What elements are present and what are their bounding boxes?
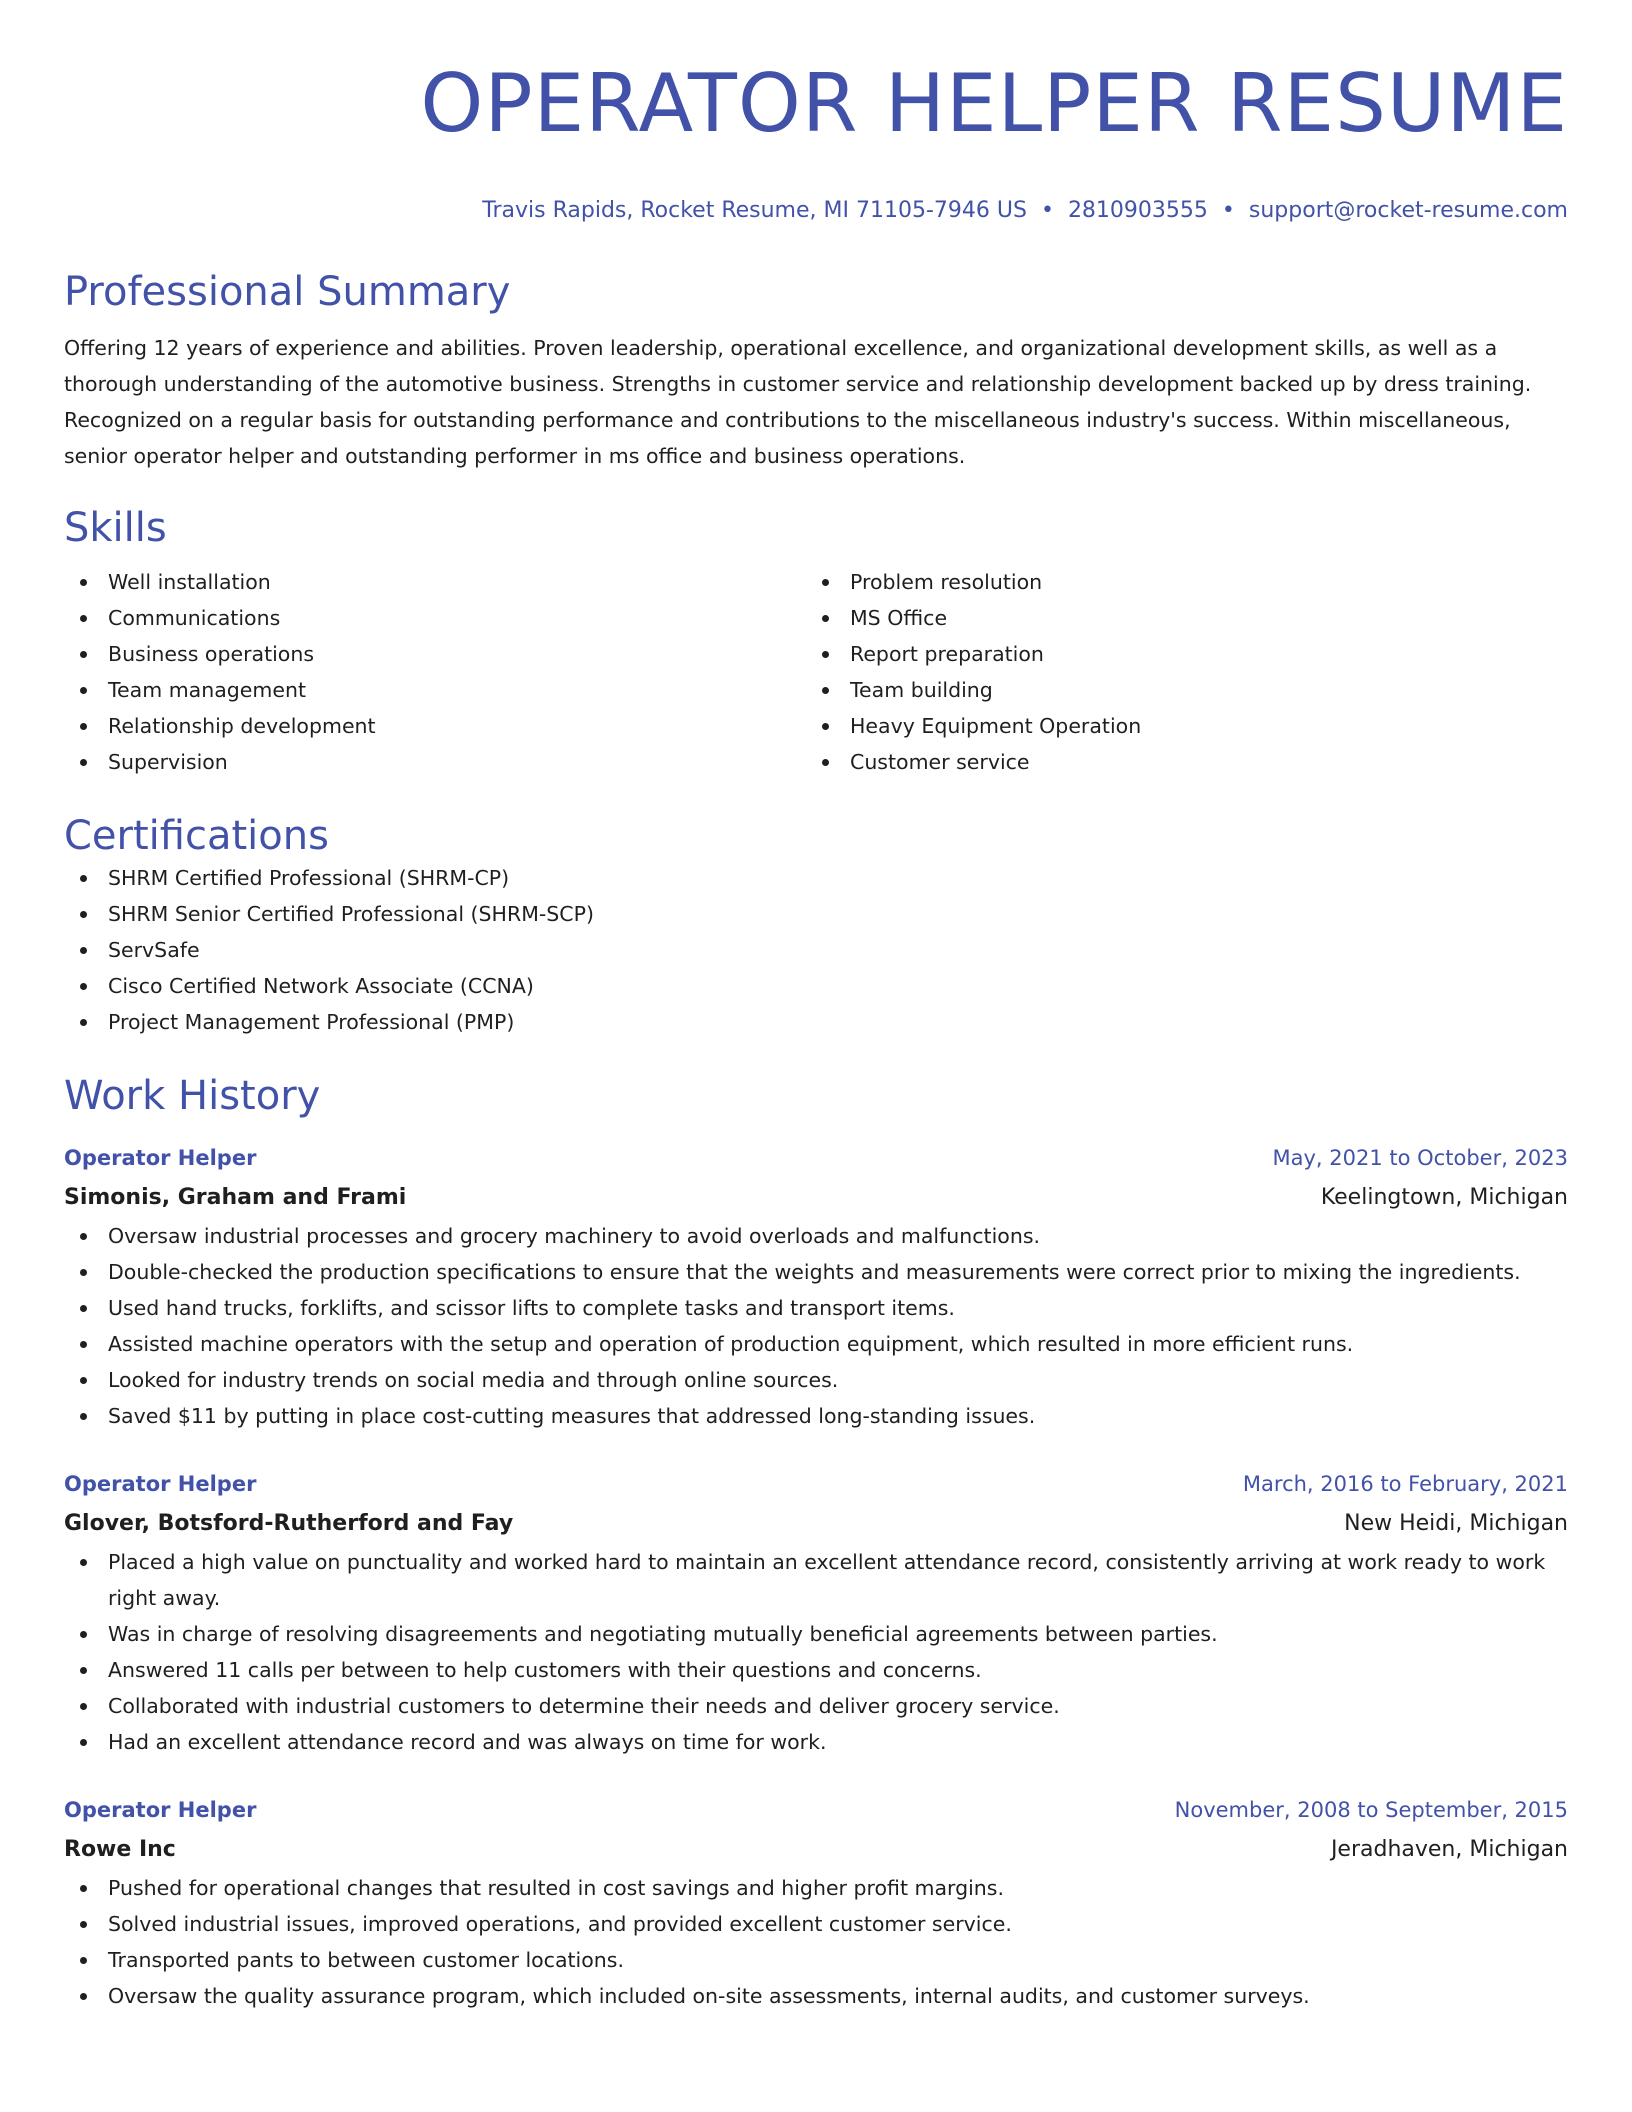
job-bullet: Collaborated with industrial customers to determine their needs and deliver grocery service. bbox=[64, 1688, 1568, 1724]
contact-phone: 2810903555 bbox=[1067, 198, 1208, 223]
contact-separator: • bbox=[1040, 198, 1054, 223]
job-title: Operator Helper bbox=[64, 1472, 257, 1496]
job-bullet: Had an excellent attendance record and was always on time for work. bbox=[64, 1724, 1568, 1760]
job-dates: March, 2016 to February, 2021 bbox=[1242, 1472, 1568, 1496]
job-bullet: Saved $11 by putting in place cost-cutting measures that addressed long-standing issues. bbox=[64, 1398, 1568, 1434]
certification-item: Cisco Certified Network Associate (CCNA) bbox=[64, 968, 1568, 1004]
job-bullet: Pushed for operational changes that resulted in cost savings and higher profit margins. bbox=[64, 1870, 1568, 1906]
job-bullets bbox=[64, 1218, 1568, 1434]
job-bullet: Answered 11 calls per between to help customers with their questions and concerns. bbox=[64, 1652, 1568, 1688]
job-header-row bbox=[64, 1138, 1568, 1178]
skills-heading: Skills bbox=[64, 505, 167, 551]
contact-separator: • bbox=[1221, 198, 1235, 223]
job-dates: May, 2021 to October, 2023 bbox=[1272, 1146, 1568, 1170]
skills-column-left bbox=[64, 564, 806, 780]
summary-heading: Professional Summary bbox=[64, 269, 511, 315]
skill-item: Relationship development bbox=[64, 708, 806, 744]
job-bullet: Assisted machine operators with the setup and operation of production equipment, which resulted in more efficient runs. bbox=[64, 1326, 1568, 1362]
skills-list-right bbox=[806, 564, 1548, 780]
job-bullet: Was in charge of resolving disagreements and negotiating mutually beneficial agreements between parties. bbox=[64, 1616, 1568, 1652]
job-entry bbox=[64, 1464, 1568, 1760]
job-location: Keelingtown, Michigan bbox=[1320, 1185, 1568, 1210]
job-location: Jeradhaven, Michigan bbox=[1330, 1837, 1568, 1862]
skill-item: Communications bbox=[64, 600, 806, 636]
job-bullet: Used hand trucks, forklifts, and scissor lifts to complete tasks and transport items. bbox=[64, 1290, 1568, 1326]
job-company-row bbox=[64, 1504, 1568, 1544]
job-bullets bbox=[64, 1870, 1568, 2014]
certifications-list bbox=[64, 860, 1568, 1040]
job-company-row bbox=[64, 1178, 1568, 1218]
job-bullet: Solved industrial issues, improved operations, and provided excellent customer service. bbox=[64, 1906, 1568, 1942]
job-company-row bbox=[64, 1830, 1568, 1870]
job-entry bbox=[64, 1138, 1568, 1434]
job-company: Rowe Inc bbox=[64, 1837, 176, 1862]
contact-address: Travis Rapids, Rocket Resume, MI 71105-7946 US bbox=[482, 198, 1027, 223]
contact-email: support@rocket-resume.com bbox=[1248, 198, 1568, 223]
skill-item: Heavy Equipment Operation bbox=[806, 708, 1548, 744]
summary-text: Offering 12 years of experience and abilities. Proven leadership, operational excellence, and organizational development skills, as well as a thorough understanding of the automotive business. Strengths in customer service and relationship development backed up by dress training. Recognized on a regular basis for outstanding performance and contributions to the miscellaneous industry's success. Within miscellaneous, senior operator helper and outstanding performer in ms office and business operations. bbox=[64, 336, 1532, 468]
skill-item: Well installation bbox=[64, 564, 806, 600]
skill-item: MS Office bbox=[806, 600, 1548, 636]
certification-item: SHRM Certified Professional (SHRM-CP) bbox=[64, 860, 1568, 896]
job-bullet: Double-checked the production specifications to ensure that the weights and measurements were correct prior to mixing the ingredients. bbox=[64, 1254, 1568, 1290]
certification-item: ServSafe bbox=[64, 932, 1568, 968]
skill-item: Team building bbox=[806, 672, 1548, 708]
skill-item: Supervision bbox=[64, 744, 806, 780]
job-company: Glover, Botsford-Rutherford and Fay bbox=[64, 1511, 514, 1536]
job-header-row bbox=[64, 1790, 1568, 1830]
certification-item: Project Management Professional (PMP) bbox=[64, 1004, 1568, 1040]
certification-item: SHRM Senior Certified Professional (SHRM-SCP) bbox=[64, 896, 1568, 932]
job-bullet: Transported pants to between customer locations. bbox=[64, 1942, 1568, 1978]
job-header-row bbox=[64, 1464, 1568, 1504]
job-bullet: Oversaw industrial processes and grocery machinery to avoid overloads and malfunctions. bbox=[64, 1218, 1568, 1254]
job-bullet: Looked for industry trends on social media and through online sources. bbox=[64, 1362, 1568, 1398]
job-bullet: Placed a high value on punctuality and worked hard to maintain an excellent attendance record, consistently arriving at work ready to work right away. bbox=[64, 1544, 1568, 1616]
job-location: New Heidi, Michigan bbox=[1344, 1511, 1568, 1536]
job-bullet: Oversaw the quality assurance program, which included on-site assessments, internal audits, and customer surveys. bbox=[64, 1978, 1568, 2014]
skills-list-left bbox=[64, 564, 806, 780]
job-entry bbox=[64, 1790, 1568, 2014]
skill-item: Report preparation bbox=[806, 636, 1548, 672]
skill-item: Team management bbox=[64, 672, 806, 708]
job-bullets bbox=[64, 1544, 1568, 1760]
skills-grid bbox=[64, 564, 1568, 780]
skill-item: Problem resolution bbox=[806, 564, 1548, 600]
certifications-heading: Certifications bbox=[64, 813, 329, 859]
contact-line bbox=[64, 196, 1568, 226]
work-history-heading: Work History bbox=[64, 1073, 321, 1119]
job-title: Operator Helper bbox=[64, 1146, 257, 1170]
skills-column-right bbox=[806, 564, 1548, 780]
job-dates: November, 2008 to September, 2015 bbox=[1174, 1798, 1568, 1822]
job-title: Operator Helper bbox=[64, 1798, 257, 1822]
resume-title: OPERATOR HELPER RESUME bbox=[420, 57, 1568, 150]
skill-item: Business operations bbox=[64, 636, 806, 672]
job-company: Simonis, Graham and Frami bbox=[64, 1185, 407, 1210]
skill-item: Customer service bbox=[806, 744, 1548, 780]
